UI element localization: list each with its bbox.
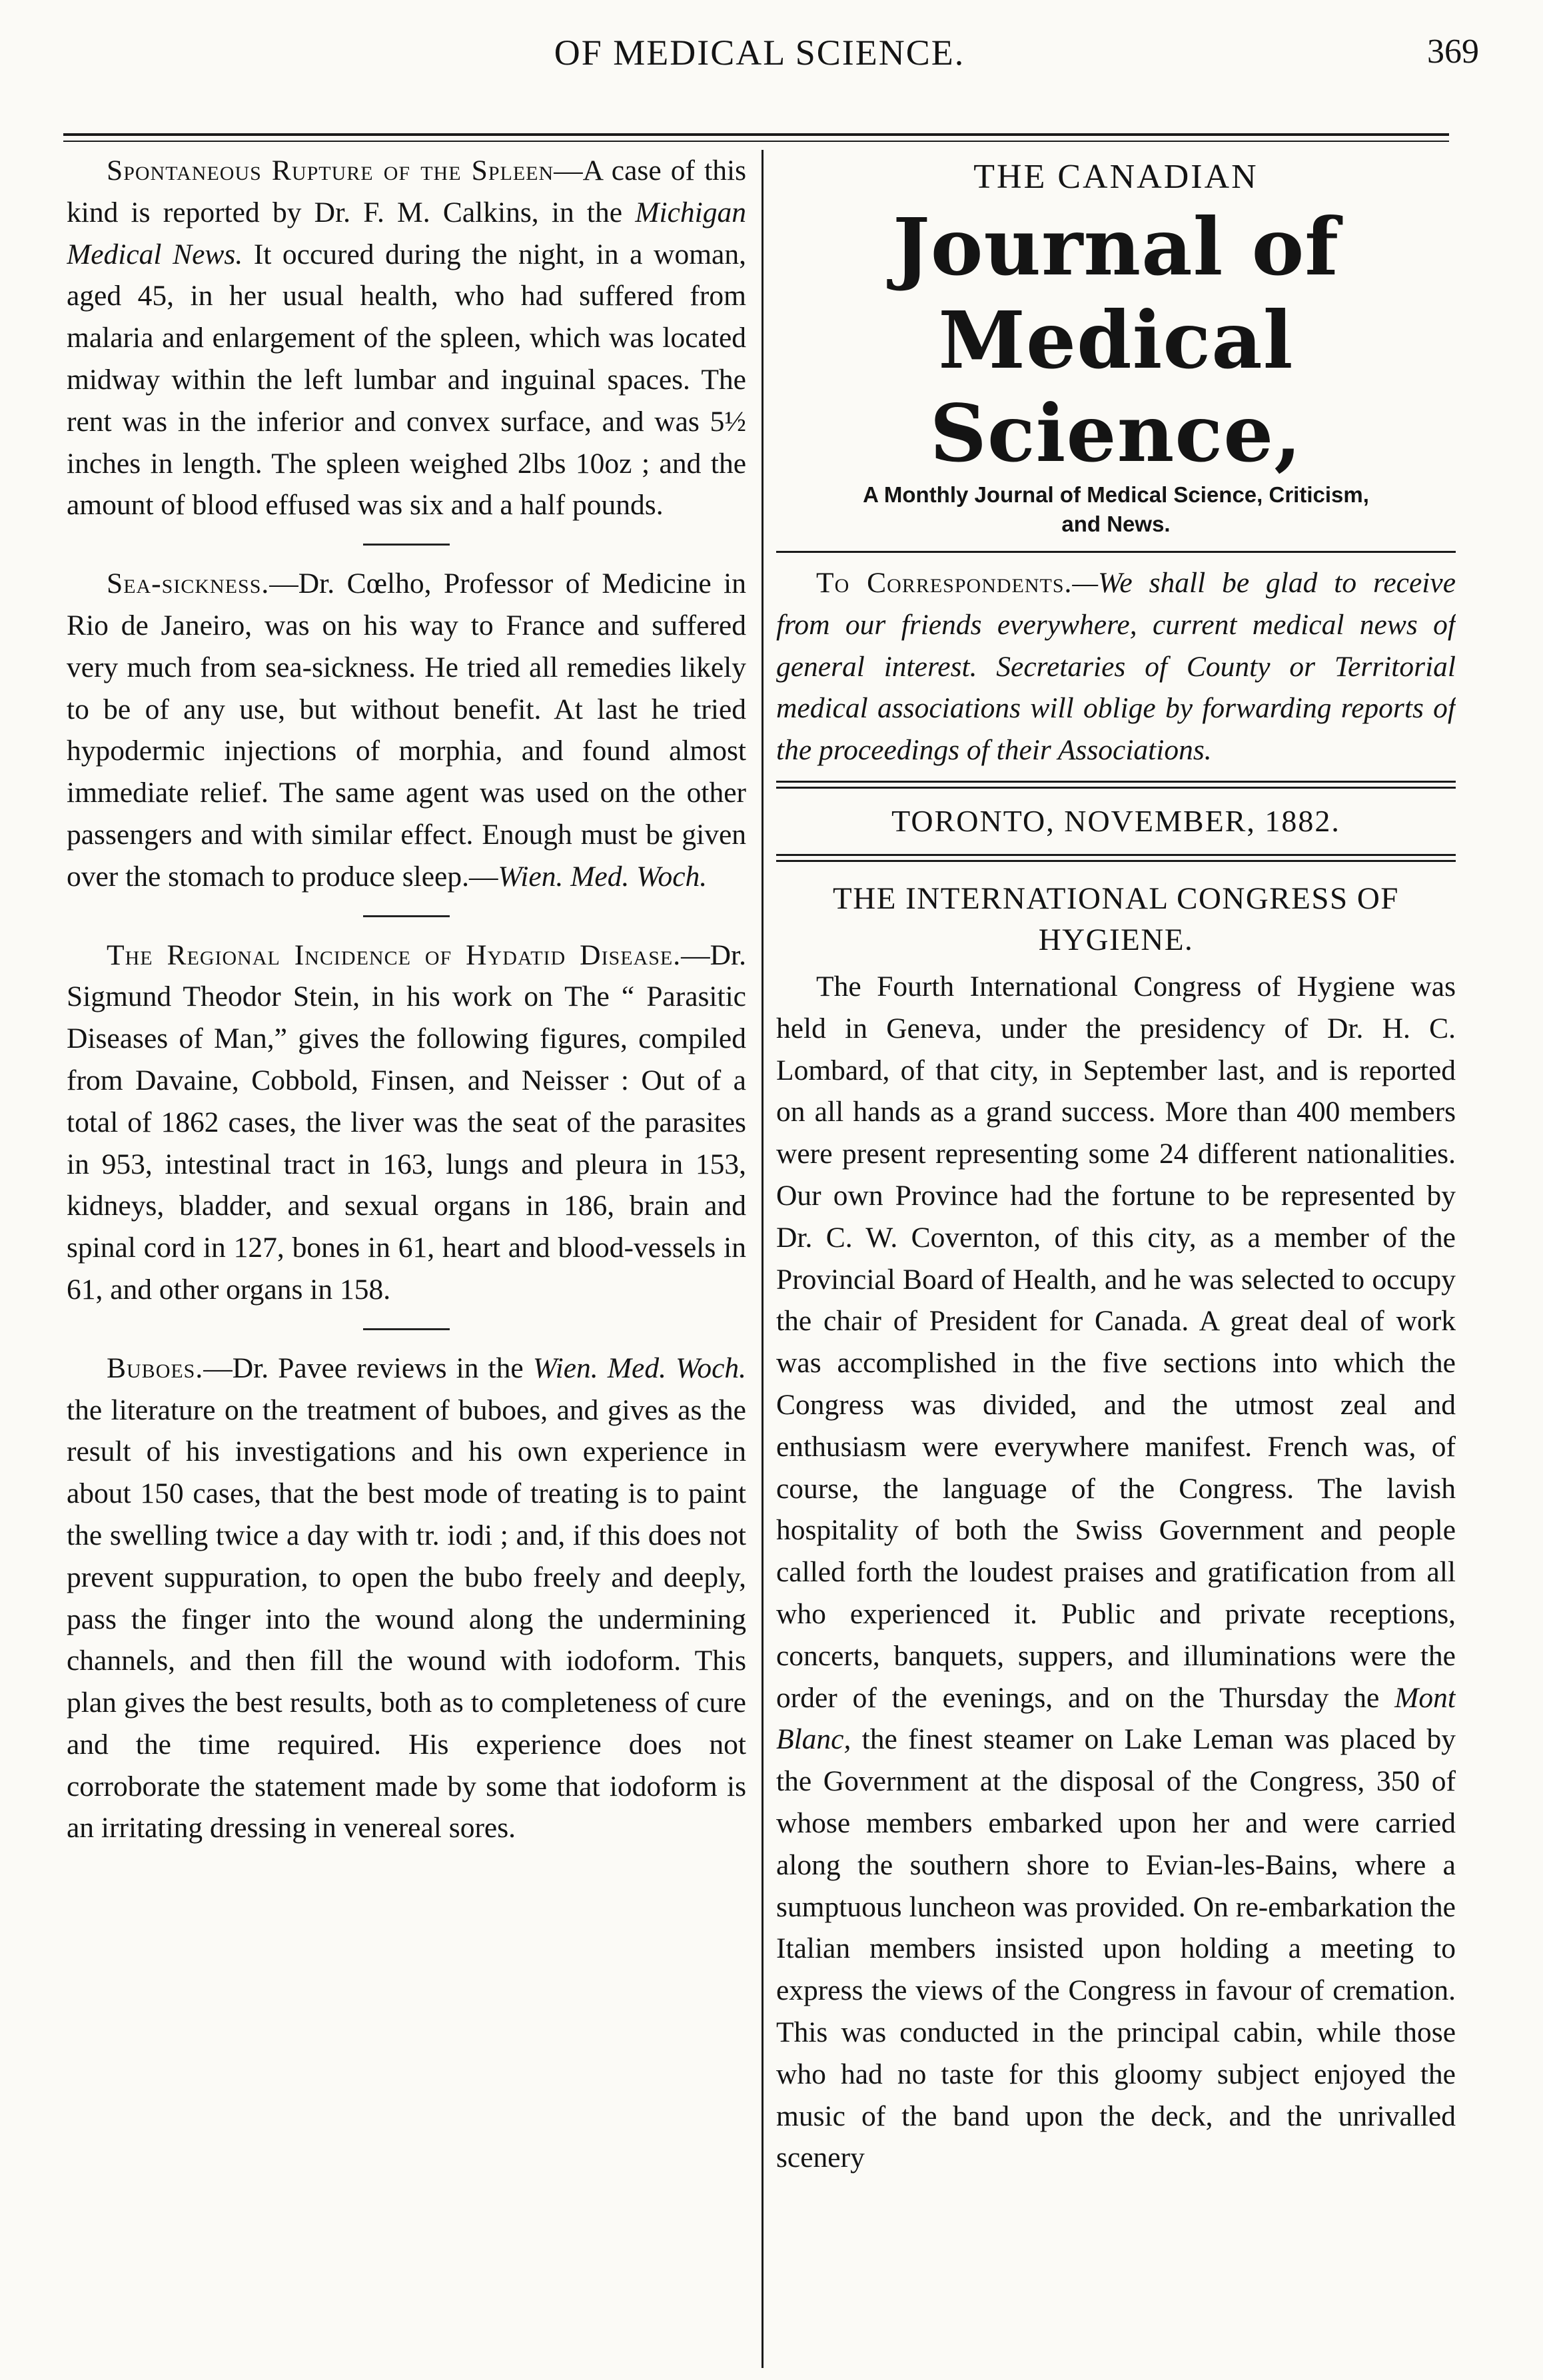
running-head	[60, 13, 1479, 93]
section-divider	[363, 544, 450, 546]
editorial-title: THE INTERNATIONAL CONGRESS OF HYGIENE.	[833, 881, 1399, 957]
source-citation: Wien. Med. Woch.	[498, 860, 708, 893]
notice-label: To Correspondents.	[816, 567, 1073, 599]
running-title: OF MEDICAL SCIENCE.	[554, 33, 965, 73]
article-body: Sea-sickness.—Dr. Cœlho, Professor of Medicine in Rio de Janeiro, was on his way to France and suffered very much from sea-sickness. He tried all remedies likely to be of any use, but without benefit. At last he tried hypodermic injections of morphia, and found almost immediate relief. The same agent was used on the other passengers and with similar effect. Enough must be given over the stomach to produce sleep.—Wien. Med. Woch.	[67, 568, 746, 893]
left-column	[67, 150, 746, 2368]
dateline-rule-top	[776, 781, 1456, 789]
masthead-pre-title: THE CANADIAN	[973, 158, 1259, 196]
article-buboes	[67, 1348, 746, 1850]
article-hydatid-disease	[67, 935, 746, 1311]
masthead-subtitle: A Monthly Journal of Medical Science, Criticism, and News.	[863, 482, 1369, 536]
article-spleen-rupture	[67, 150, 746, 526]
article-title: Buboes.	[107, 1352, 204, 1384]
right-column	[776, 150, 1456, 2368]
article-body: Spontaneous Rupture of the Spleen—A case of this kind is reported by Dr. F. M. Calkins, in the Michigan Medical News. It occured during the night, in a woman, aged 45, in her usual health, who had suffered from malaria and enlargement of the spleen, which was located midway within the left lumbar and inguinal spaces. The rent was in the inferior and convex surface, and was 5½ inches in length. The spleen weighed 2lbs 10oz ; and the amount of blood effused was six and a half pounds.	[67, 155, 746, 522]
article-body: Buboes.—Dr. Pavee reviews in the Wien. Med. Woch. the literature on the treatment of buboes, and gives as the result of his investigations and his own experience in about 150 cases, that the best mode of treating is to paint the swelling twice a day with tr. iodi ; and, if this does not prevent suppuration, to open the bubo freely and deeply, pass the finger into the wound along the undermining channels, and then fill the wound with iodoform. This plan gives the best results, both as to completeness of cure and the time required. His experience does not corroborate the statement made by some that iodoform is an irritating dressing in venereal sores.	[67, 1352, 746, 1844]
page-number: 369	[1427, 33, 1479, 71]
source-citation: Michigan Medical News.	[67, 196, 746, 270]
section-divider	[363, 1328, 450, 1330]
dateline: TORONTO, NOVEMBER, 1882.	[891, 803, 1340, 838]
article-title: Spontaneous Rupture of the Spleen	[107, 155, 554, 187]
article-body: The Regional Incidence of Hydatid Disease.—Dr. Sigmund Theodor Stein, in his work on The “ Parasitic Diseases of Man,” gives the following figures, compiled from Davaine, Cobbold, Finsen, and Neisser : Out of a total of 1862 cases, the liver was the seat of the parasites in 953, intestinal tract in 163, lungs and pleura in 153, kidneys, bladder, and sexual organs in 186, brain and spinal cord in 127, bones in 61, heart and blood-vessels in 61, and other organs in 158.	[67, 939, 746, 1306]
article-title: The Regional Incidence of Hydatid Disease.	[107, 939, 682, 971]
masthead-journal-name: Journal of Medical Science,	[892, 200, 1340, 480]
masthead	[776, 154, 1456, 539]
article-title: Sea-sickness.	[107, 568, 270, 600]
column-divider	[762, 150, 764, 2368]
header-rule	[63, 133, 1449, 142]
correspondents-notice	[776, 562, 1456, 771]
section-divider	[363, 915, 450, 917]
ship-name: Mont Blanc,	[776, 1681, 1456, 1756]
masthead-rule	[776, 551, 1456, 553]
source-citation: Wien. Med. Woch.	[532, 1352, 746, 1384]
article-sea-sickness	[67, 563, 746, 897]
notice-text: —We shall be glad to receive from our friends everywhere, current medical news of general interest. Secretaries of County or Territorial medical associations will oblige by forwarding reports of the proceedings of their Associations.	[776, 567, 1456, 767]
dateline-rule-bottom	[776, 854, 1456, 862]
editorial-body: The Fourth International Congress of Hygiene was held in Geneva, under the presidency of Dr. H. C. Lombard, of that city, in September last, and is reported on all hands as a grand success. More than 400 members were present representing some 24 different nationalities. Our own Province had the fortune to be represented by Dr. C. W. Covernton, of this city, as a member of the Provincial Board of Health, and he was selected to occupy the chair of President for Canada. A great deal of work was accomplished in the five sections into which the Congress was divided, and the utmost zeal and enthusiasm were everywhere manifest. French was, of course, the language of the Congress. The lavish hospitality of both the Swiss Government and people called forth the loudest praises and gratification from all who experienced it. Public and private receptions, concerts, banquets, suppers, and illuminations were the order of the evenings, and on the Thursday the Mont Blanc, the finest steamer on Lake Leman was placed by the Government at the disposal of the Congress, 350 of whose members embarked upon her and were carried along the southern shore to Evian-les-Bains, where a sumptuous luncheon was provided. On re-embarkation the Italian members insisted upon holding a meeting to express the views of the Congress in favour of cremation. This was conducted in the principal cabin, while those who had no taste for this gloomy subject enjoyed the music of the band upon the deck, and the unrivalled scenery	[776, 970, 1456, 2174]
